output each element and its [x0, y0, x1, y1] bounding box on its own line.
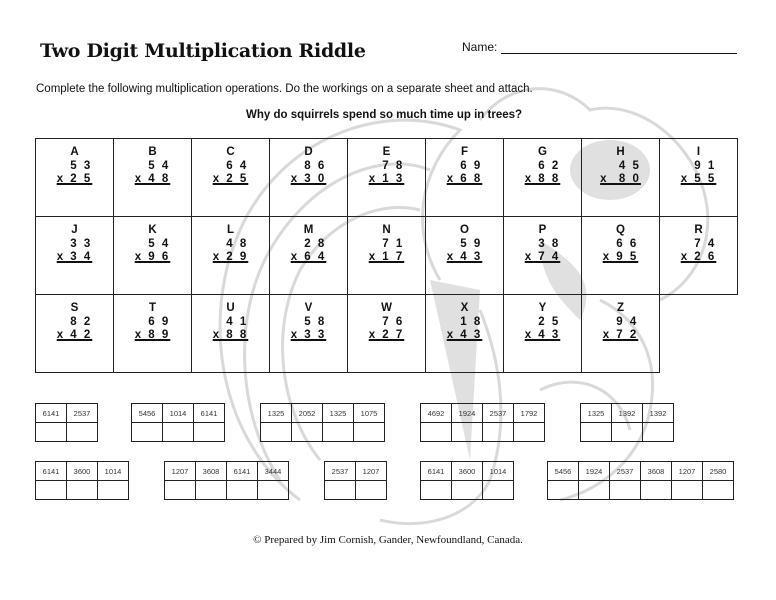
- answer-code: 1207: [356, 462, 387, 481]
- answer-letter-box[interactable]: [452, 481, 483, 500]
- problem-top-number: 7 8: [382, 159, 405, 172]
- problem-multiplier: x 3 4: [56, 251, 93, 263]
- answer-code: 1392: [643, 404, 674, 423]
- answer-code: 6141: [194, 404, 225, 423]
- answer-letter-box[interactable]: [261, 423, 292, 442]
- answer-code: 1014: [98, 462, 129, 481]
- worksheet-title: Two Digit Multiplication Riddle: [40, 40, 366, 62]
- answer-code: 2052: [292, 404, 323, 423]
- problem-top-number: 8 6: [304, 159, 327, 172]
- problem-top-number: 7 4: [694, 237, 717, 250]
- answer-word-5: [580, 403, 674, 442]
- name-label: Name:: [462, 40, 498, 54]
- answer-code: 3608: [196, 462, 227, 481]
- answer-letter-box[interactable]: [672, 481, 703, 500]
- problem-letter: D: [304, 146, 313, 158]
- problem-top-number: 5 8: [304, 315, 327, 328]
- answer-letter-box[interactable]: [132, 423, 163, 442]
- problem-cell: [114, 217, 192, 295]
- name-input-line[interactable]: [501, 40, 737, 54]
- problem-multiplier: x 4 2: [56, 329, 93, 341]
- problem-multiplier: x 9 6: [134, 251, 171, 263]
- answer-letter-box[interactable]: [165, 481, 196, 500]
- problem-top-number: 5 3: [70, 159, 93, 172]
- problem-multiplier: x 9 5: [602, 251, 639, 263]
- answer-code: 6141: [227, 462, 258, 481]
- problem-top-number: 9 4: [616, 315, 639, 328]
- problem-cell: [348, 217, 426, 295]
- answer-letter-box[interactable]: [421, 423, 452, 442]
- problem-cell: [426, 139, 504, 217]
- problem-cell: [114, 295, 192, 373]
- footer-credit: © Prepared by Jim Cornish, Gander, Newfoundland, Canada.: [253, 534, 523, 546]
- answer-code: 2580: [703, 462, 734, 481]
- problem-cell: [270, 139, 348, 217]
- problem-multiplier: x 2 9: [212, 251, 249, 263]
- problem-cell: [582, 295, 660, 373]
- answer-code: 1207: [165, 462, 196, 481]
- answer-code: 3600: [452, 462, 483, 481]
- answer-letter-box[interactable]: [581, 423, 612, 442]
- answer-code: 1325: [261, 404, 292, 423]
- answer-code: 2537: [610, 462, 641, 481]
- answer-code: 2537: [67, 404, 98, 423]
- problem-top-number: 6 4: [226, 159, 249, 172]
- problem-letter: K: [148, 224, 157, 236]
- problem-multiplier: x 4 3: [446, 329, 483, 341]
- problem-multiplier: x 3 3: [290, 329, 327, 341]
- answer-code: 5456: [132, 404, 163, 423]
- problem-letter: H: [616, 146, 625, 158]
- problem-top-number: 7 6: [382, 315, 405, 328]
- problem-letter: Q: [616, 224, 625, 236]
- problem-multiplier: x 2 6: [680, 251, 717, 263]
- problem-cell: [504, 217, 582, 295]
- answer-letter-box[interactable]: [483, 481, 514, 500]
- problem-letter: W: [381, 302, 392, 314]
- problem-top-number: 9 1: [694, 159, 717, 172]
- problem-multiplier: x 8 0: [600, 173, 641, 185]
- problem-top-number: 5 4: [148, 159, 171, 172]
- problem-letter: C: [226, 146, 235, 158]
- answer-code: 1207: [672, 462, 703, 481]
- problem-letter: E: [382, 146, 391, 158]
- answer-letter-box[interactable]: [421, 481, 452, 500]
- answer-letter-box[interactable]: [227, 481, 258, 500]
- problem-letter: T: [148, 302, 156, 314]
- problem-cell: [504, 139, 582, 217]
- answer-code: 5456: [548, 462, 579, 481]
- answer-word-10: [547, 461, 734, 500]
- answer-letter-box[interactable]: [612, 423, 643, 442]
- answer-code: 3600: [67, 462, 98, 481]
- problem-cell: [504, 295, 582, 373]
- problem-multiplier: x 4 3: [524, 329, 561, 341]
- problem-cell: [582, 217, 660, 295]
- problem-top-number: 2 8: [304, 237, 327, 250]
- problem-multiplier: x 7 4: [524, 251, 561, 263]
- answer-letter-box[interactable]: [483, 423, 514, 442]
- answer-code: 3444: [258, 462, 289, 481]
- answer-code: 1924: [452, 404, 483, 423]
- answer-code: 2537: [483, 404, 514, 423]
- problem-letter: V: [304, 302, 313, 314]
- answer-code: 6141: [421, 462, 452, 481]
- problem-letter: O: [460, 224, 469, 236]
- problem-cell: [270, 217, 348, 295]
- problem-letter: L: [226, 224, 234, 236]
- problem-top-number: 7 1: [382, 237, 405, 250]
- riddle-question: Why do squirrels spend so much time up in trees?: [246, 109, 523, 121]
- answer-letter-box[interactable]: [98, 481, 129, 500]
- problem-multiplier: x 6 8: [446, 173, 483, 185]
- problem-cell: [582, 139, 660, 217]
- answer-letter-box[interactable]: [356, 481, 387, 500]
- answer-letter-box[interactable]: [258, 481, 289, 500]
- name-field[interactable]: [462, 40, 737, 54]
- answer-code: 1014: [483, 462, 514, 481]
- answer-word-2: [131, 403, 225, 442]
- answer-letter-box[interactable]: [452, 423, 483, 442]
- problem-letter: P: [538, 224, 547, 236]
- problem-top-number: 1 8: [460, 315, 483, 328]
- problem-top-number: 6 2: [538, 159, 561, 172]
- answer-code: 6141: [36, 462, 67, 481]
- answer-letter-box[interactable]: [641, 481, 672, 500]
- problem-multiplier: x 2 5: [212, 173, 249, 185]
- answer-code: 1014: [163, 404, 194, 423]
- answer-letter-box[interactable]: [579, 481, 610, 500]
- problem-multiplier: x 4 3: [446, 251, 483, 263]
- problem-cell: [36, 217, 114, 295]
- problem-multiplier: x 7 2: [602, 329, 639, 341]
- answer-code: 1325: [581, 404, 612, 423]
- problem-cell: [270, 295, 348, 373]
- problem-cell: [348, 139, 426, 217]
- problem-cell: [36, 139, 114, 217]
- problem-letter: M: [303, 224, 314, 236]
- problem-letter: I: [696, 146, 701, 158]
- problem-letter: U: [226, 302, 235, 314]
- answer-letter-box[interactable]: [292, 423, 323, 442]
- problem-cell: [426, 295, 504, 373]
- problem-top-number: 4 1: [226, 315, 249, 328]
- problem-letter: J: [71, 224, 78, 236]
- problem-letter: X: [460, 302, 469, 314]
- problem-letter: B: [148, 146, 157, 158]
- problem-cell: [192, 217, 270, 295]
- problem-multiplier: x 8 9: [134, 329, 171, 341]
- answer-code: 1924: [579, 462, 610, 481]
- problem-top-number: 3 3: [70, 237, 93, 250]
- answer-code: 1392: [612, 404, 643, 423]
- problem-multiplier: x 1 3: [368, 173, 405, 185]
- problem-top-number: 8 2: [70, 315, 93, 328]
- answer-letter-box[interactable]: [194, 423, 225, 442]
- problem-cell: [348, 295, 426, 373]
- answer-code: 3608: [641, 462, 672, 481]
- problem-top-number: 6 9: [460, 159, 483, 172]
- answer-word-6: [35, 461, 129, 500]
- answer-letter-box[interactable]: [703, 481, 734, 500]
- empty-cell: [660, 295, 738, 373]
- problem-cell: [426, 217, 504, 295]
- answer-letter-box[interactable]: [325, 481, 356, 500]
- answer-word-3: [260, 403, 385, 442]
- problem-top-number: 6 6: [616, 237, 639, 250]
- problem-multiplier: x 8 8: [212, 329, 249, 341]
- problem-cell: [192, 295, 270, 373]
- problem-letter: Y: [538, 302, 547, 314]
- problem-multiplier: x 2 5: [56, 173, 93, 185]
- problem-letter: G: [538, 146, 547, 158]
- problem-multiplier: x 6 4: [290, 251, 327, 263]
- answer-code: 1792: [514, 404, 545, 423]
- problem-letter: S: [70, 302, 79, 314]
- problem-multiplier: x 4 8: [134, 173, 171, 185]
- answer-code: 2537: [325, 462, 356, 481]
- problem-multiplier: x 3 0: [290, 173, 327, 185]
- problem-top-number: 5 9: [460, 237, 483, 250]
- answer-letter-box[interactable]: [67, 423, 98, 442]
- problem-letter: Z: [616, 302, 624, 314]
- answer-word-8: [324, 461, 387, 500]
- problem-letter: N: [382, 224, 391, 236]
- problem-top-number: 5 4: [148, 237, 171, 250]
- problem-top-number: 2 5: [538, 315, 561, 328]
- problem-top-number: 4 8: [226, 237, 249, 250]
- answer-code: 1075: [354, 404, 385, 423]
- problem-cell: [660, 139, 738, 217]
- problem-letter: A: [70, 146, 79, 158]
- problem-cell: [36, 295, 114, 373]
- answer-letter-box[interactable]: [610, 481, 641, 500]
- answer-letter-box[interactable]: [36, 423, 67, 442]
- answer-word-7: [164, 461, 289, 500]
- answer-letter-box[interactable]: [36, 481, 67, 500]
- problem-cell: [660, 217, 738, 295]
- problem-top-number: 6 9: [148, 315, 171, 328]
- answer-code: 6141: [36, 404, 67, 423]
- problem-top-number: 3 8: [538, 237, 561, 250]
- problem-grid: [35, 138, 738, 373]
- answer-letter-box[interactable]: [323, 423, 354, 442]
- instructions-text: Complete the following multiplication operations. Do the workings on a separate sheet and attach.: [36, 83, 533, 95]
- answer-letter-box[interactable]: [548, 481, 579, 500]
- problem-top-number: 4 5: [618, 159, 641, 172]
- problem-multiplier: x 8 8: [524, 173, 561, 185]
- problem-letter: R: [694, 224, 703, 236]
- answer-word-9: [420, 461, 514, 500]
- problem-cell: [114, 139, 192, 217]
- problem-letter: F: [460, 146, 468, 158]
- answer-letter-box[interactable]: [67, 481, 98, 500]
- answer-word-4: [420, 403, 545, 442]
- answer-code: 1325: [323, 404, 354, 423]
- answer-code: 4692: [421, 404, 452, 423]
- answer-letter-box[interactable]: [354, 423, 385, 442]
- problem-multiplier: x 1 7: [368, 251, 405, 263]
- answer-letter-box[interactable]: [163, 423, 194, 442]
- problem-multiplier: x 5 5: [680, 173, 717, 185]
- answer-word-1: [35, 403, 98, 442]
- answer-letter-box[interactable]: [196, 481, 227, 500]
- problem-cell: [192, 139, 270, 217]
- answer-letter-box[interactable]: [643, 423, 674, 442]
- answer-letter-box[interactable]: [514, 423, 545, 442]
- problem-multiplier: x 2 7: [368, 329, 405, 341]
